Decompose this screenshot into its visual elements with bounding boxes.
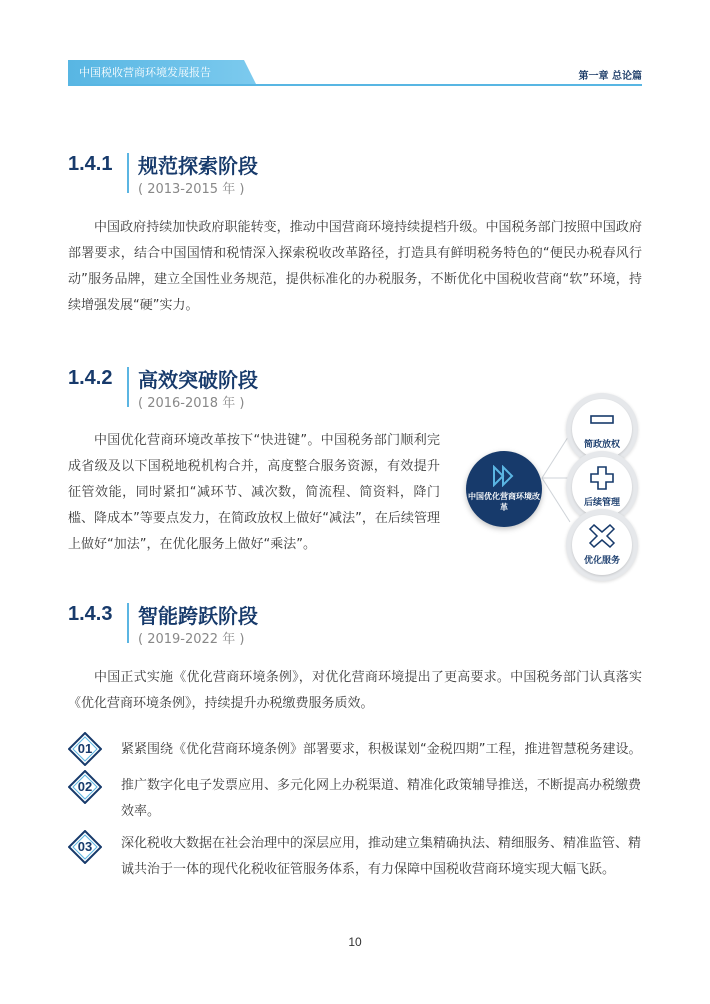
chapter-title: 第一章 总论篇 bbox=[578, 71, 642, 82]
report-title: 中国税收营商环境发展报告 bbox=[79, 66, 211, 79]
list-item-text: 紧紧围绕《优化营商环境条例》部署要求，积极谋划“金税四期”工程，推进智慧税务建设。 bbox=[121, 742, 642, 757]
header-divider bbox=[68, 84, 642, 86]
section-title: 智能跨跃阶段 bbox=[138, 604, 258, 628]
list-badge bbox=[68, 770, 102, 804]
section-years: ( 2016-2018 年 ) bbox=[138, 396, 245, 411]
list-number: 02 bbox=[77, 779, 93, 794]
diagram-node-label: 后续管理 bbox=[583, 498, 620, 508]
minus-icon bbox=[588, 407, 616, 433]
diagram-center-label: 中国优化营商环境改革 bbox=[468, 492, 540, 512]
section-divider-bar bbox=[127, 153, 129, 193]
diagram-node-label: 优化服务 bbox=[583, 556, 620, 566]
section-divider-bar bbox=[127, 367, 129, 407]
section-title: 规范探索阶段 bbox=[138, 154, 258, 178]
list-number: 03 bbox=[77, 839, 93, 854]
page-number: 10 bbox=[348, 935, 362, 949]
section-number: 1.4.3 bbox=[68, 603, 113, 625]
list-item-text: 推广数字化电子发票应用、多元化网上办税渠道、精准化政策辅导推送，不断提高办税缴费效率。 bbox=[121, 778, 642, 819]
section-years: ( 2013-2015 年 ) bbox=[138, 182, 245, 197]
list-badge bbox=[68, 830, 102, 864]
section-number: 1.4.1 bbox=[68, 153, 113, 175]
plus-icon bbox=[588, 465, 616, 491]
list-badge bbox=[68, 732, 102, 766]
multiply-icon bbox=[588, 523, 616, 549]
section-divider-bar bbox=[127, 603, 129, 643]
section-paragraph: 中国优化营商环境改革按下“快进键”。中国税务部门顺利完成省级及以下国税地税机构合并，高度整合服务资源，有效提升征管效能，同时紧扣“减环节、减次数，简流程、简资料，降门槛、降成本”等要点发力，在简政放权上做好“减法”，在后续管理上做好“加法”，在优化服务上做好“乘法”。 bbox=[68, 433, 440, 552]
section-years: ( 2019-2022 年 ) bbox=[138, 632, 245, 647]
diagram-node-multiply bbox=[566, 509, 638, 581]
diagram-node-label: 简政放权 bbox=[583, 440, 620, 450]
section-paragraph: 中国正式实施《优化营商环境条例》，对优化营商环境提出了更高要求。中国税务部门认真落实《优化营商环境条例》，持续提升办税缴费服务质效。 bbox=[68, 670, 642, 711]
section-paragraph: 中国政府持续加快政府职能转变，推动中国营商环境持续提档升级。中国税务部门按照中国政府部署要求，结合中国国情和税情深入探索税收改革路径，打造具有鲜明税务特色的“便民办税春风行动”服务品牌，建立全国性业务规范，提供标准化的办税服务，不断优化中国税收营商“软”环境，持续增强发展“硬”实力。 bbox=[68, 220, 642, 313]
fast-forward-icon bbox=[492, 465, 516, 487]
section-number: 1.4.2 bbox=[68, 367, 113, 389]
list-number: 01 bbox=[77, 741, 93, 756]
diagram-center bbox=[466, 451, 542, 527]
list-item-text: 深化税收大数据在社会治理中的深层应用，推动建立集精确执法、精细服务、精准监管、精诚共治于一体的现代化税收征管服务体系，有力保障中国税收营商环境实现大幅飞跃。 bbox=[121, 836, 642, 877]
section-title: 高效突破阶段 bbox=[138, 368, 258, 392]
